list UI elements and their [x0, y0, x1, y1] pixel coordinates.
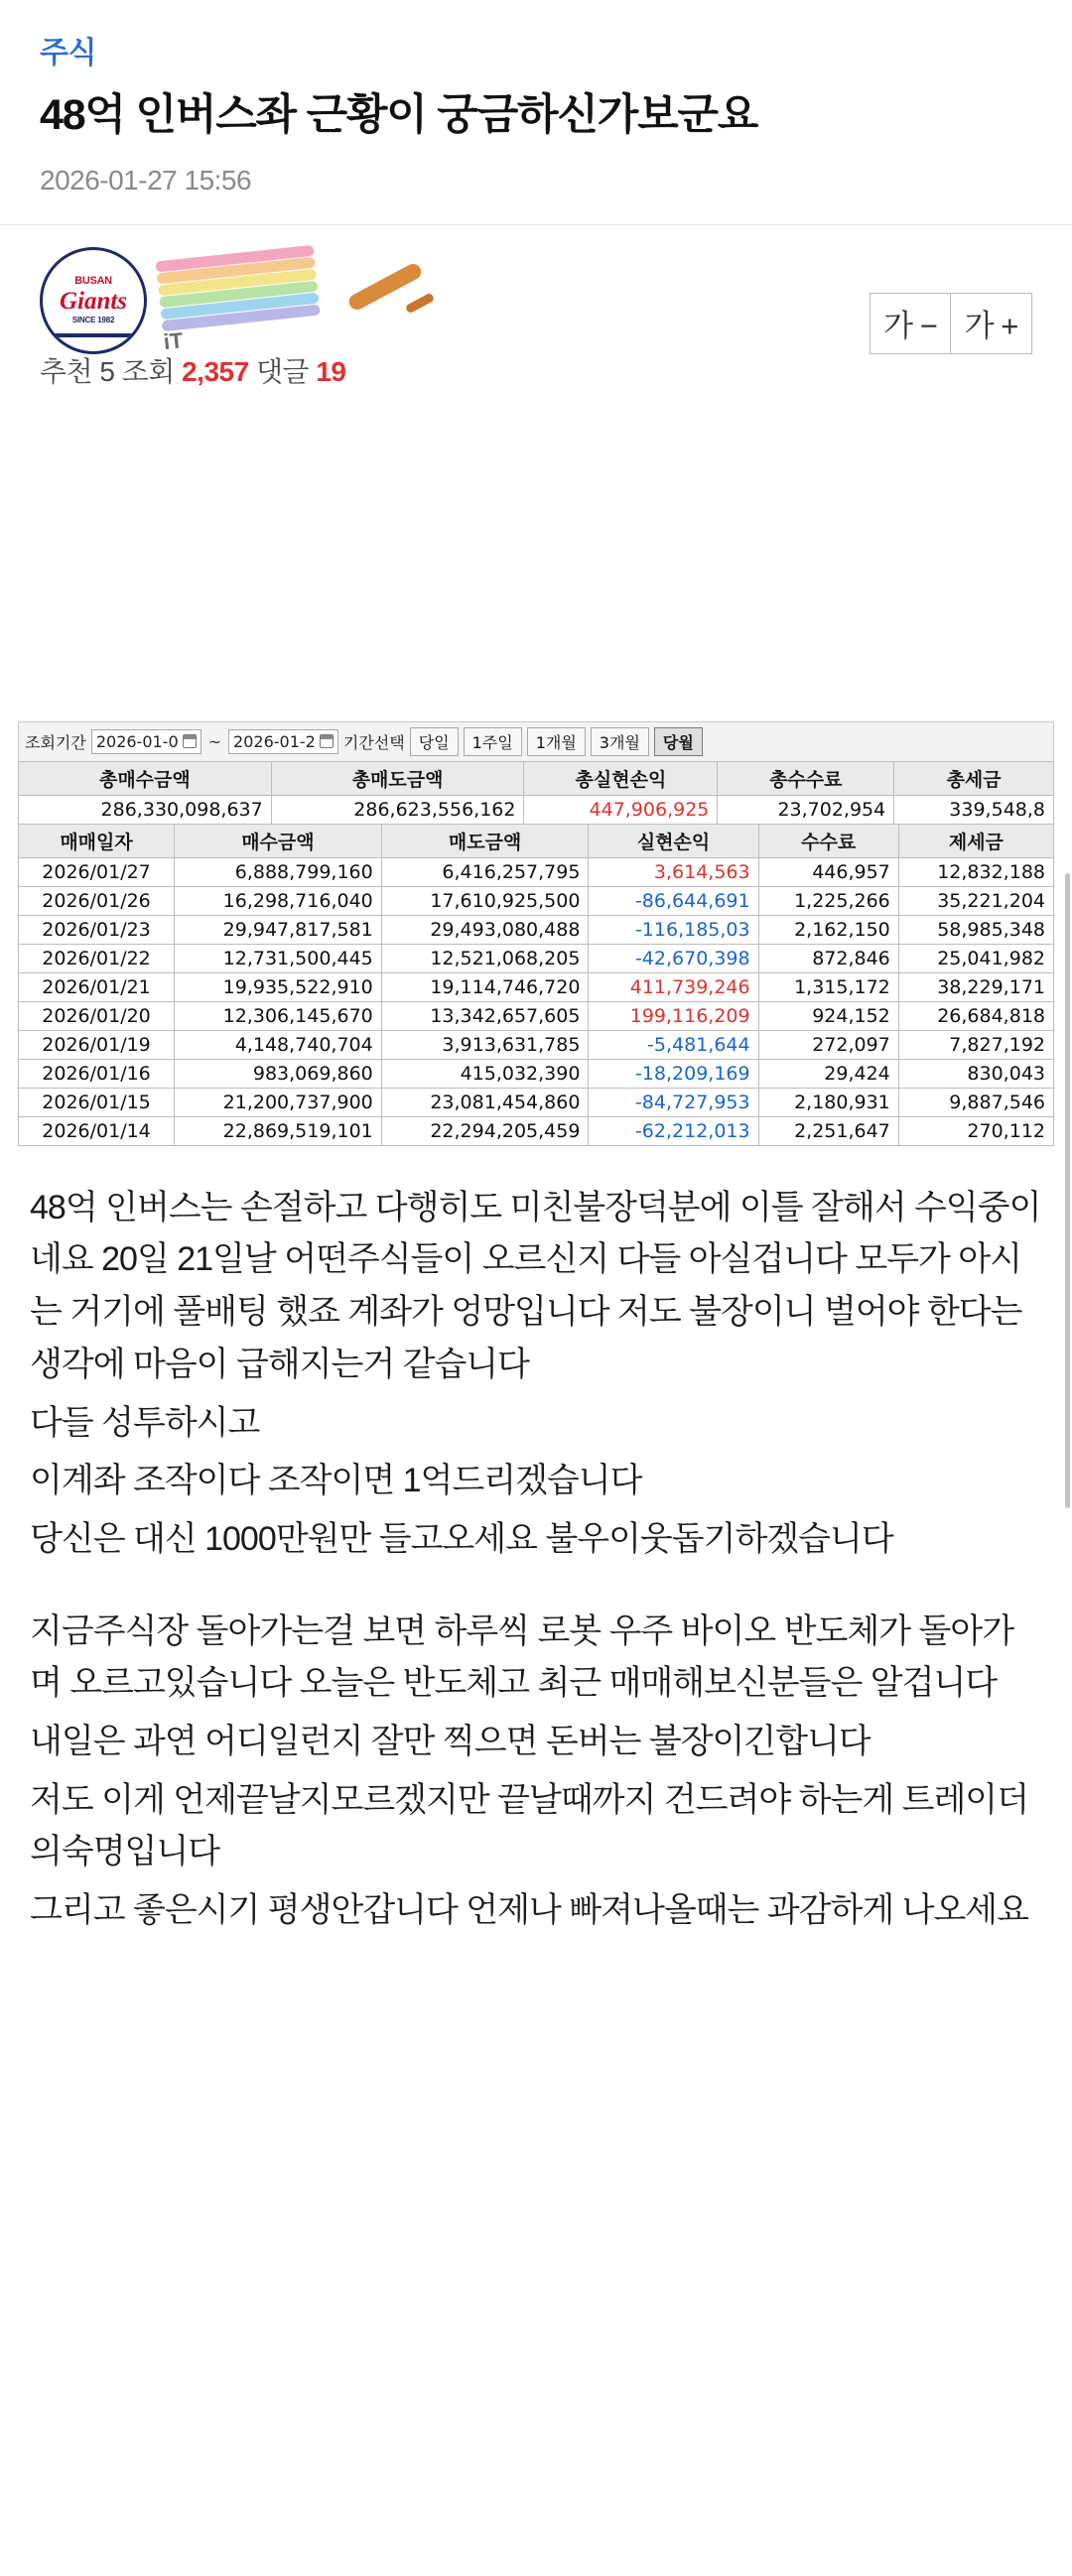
- cell-date: 2026/01/23: [19, 915, 175, 944]
- trading-record-table: [18, 721, 1054, 1146]
- cell-date: 2026/01/19: [19, 1030, 175, 1059]
- cell-tax: 26,684,818: [898, 1001, 1053, 1030]
- cell-pnl: 199,116,209: [589, 1001, 758, 1030]
- chip-1month[interactable]: 1개월: [527, 727, 586, 756]
- col-date: 매매일자: [19, 824, 175, 857]
- cell-date: 2026/01/16: [19, 1059, 175, 1088]
- cell-pnl: -42,670,398: [589, 944, 758, 972]
- rainbow-stripes-image: [155, 245, 321, 354]
- table-row[interactable]: [19, 886, 1054, 915]
- cell-sell: 6,416,257,795: [381, 857, 589, 886]
- chip-current-month[interactable]: 당월: [654, 727, 703, 756]
- cell-tax: 7,827,192: [898, 1030, 1053, 1059]
- summary-total-buy: 286,330,098,637: [19, 795, 272, 824]
- cell-tax: 38,229,171: [898, 972, 1053, 1001]
- page-title: 48억 인버스좌 근황이 궁금하신가보군요: [40, 91, 758, 139]
- summary-total-pnl: 447,906,925: [524, 795, 718, 824]
- table-row[interactable]: [19, 1059, 1054, 1088]
- cell-sell: 19,114,746,720: [381, 972, 589, 1001]
- cell-sell: 12,521,068,205: [381, 944, 589, 972]
- date-to-input[interactable]: [228, 729, 338, 754]
- cell-tax: 58,985,348: [898, 915, 1053, 944]
- col-tax: 제세금: [898, 824, 1053, 857]
- cell-tax: 9,887,546: [898, 1088, 1053, 1116]
- cell-pnl: -86,644,691: [589, 886, 758, 915]
- cell-fee: 1,225,266: [758, 886, 898, 915]
- summary-total-tax: 339,548,8: [894, 795, 1054, 824]
- summary-value-row: [19, 795, 1054, 824]
- daily-header-row: [19, 824, 1054, 857]
- cell-buy: 29,947,817,581: [175, 915, 382, 944]
- table-row[interactable]: [19, 972, 1054, 1001]
- summary-header-total-sell: 총매도금액: [271, 761, 524, 795]
- cell-buy: 6,888,799,160: [175, 857, 382, 886]
- summary-header-row: [19, 761, 1054, 795]
- cell-pnl: -116,185,03: [589, 915, 758, 944]
- daily-table: [18, 824, 1054, 1146]
- table-row[interactable]: [19, 857, 1054, 886]
- post-date: 2026-01-27 15:56: [40, 164, 252, 195]
- baseball-bat-icon: [345, 265, 441, 324]
- cell-pnl: -5,481,644: [589, 1030, 758, 1059]
- date-range-separator: ~: [207, 731, 222, 751]
- cell-buy: 983,069,860: [175, 1059, 382, 1088]
- col-buy-amount: 매수금액: [175, 824, 382, 857]
- cell-fee: 446,957: [758, 857, 898, 886]
- cell-tax: 830,043: [898, 1059, 1053, 1088]
- cell-buy: 4,148,740,704: [175, 1030, 382, 1059]
- cell-buy: 21,200,737,900: [175, 1088, 382, 1116]
- cell-pnl: 411,739,246: [589, 972, 758, 1001]
- cell-fee: 872,846: [758, 944, 898, 972]
- cell-pnl: -84,727,953: [589, 1088, 758, 1116]
- cell-sell: 17,610,925,500: [381, 886, 589, 915]
- body-paragraph-3: 이계좌 조작이다 조작이면 1억드리겠습니다: [30, 1462, 642, 1500]
- comment-label: 댓글: [255, 355, 310, 387]
- date-from-value: 2026-01-0: [95, 731, 179, 751]
- cell-sell: 23,081,454,860: [381, 1088, 589, 1116]
- cell-tax: 270,112: [898, 1116, 1053, 1145]
- team-emblem-wrap: [40, 247, 147, 354]
- body-paragraph-6: 내일은 과연 어디일런지 잘만 찍으면 돈버는 불장이긴합니다: [30, 1722, 871, 1760]
- summary-header-total-tax: 총세금: [894, 761, 1054, 795]
- calendar-icon[interactable]: [320, 734, 334, 748]
- body-paragraph-5: 지금주식장 돌아가는걸 보면 하루씩 로봇 우주 바이오 반도체가 돌아가며 오르고있습니다 오늘은 반도체고 최근 매매해보신분들은 알겁니다: [30, 1611, 1014, 1703]
- cell-pnl: -18,209,169: [589, 1059, 758, 1088]
- table-row[interactable]: [19, 1030, 1054, 1059]
- cell-sell: 29,493,080,488: [381, 915, 589, 944]
- cell-pnl: 3,614,563: [589, 857, 758, 886]
- cell-date: 2026/01/21: [19, 972, 175, 1001]
- body-paragraph-2: 다들 성투하시고: [30, 1403, 260, 1442]
- period-label: 조회기간: [25, 732, 86, 752]
- post-counts: [40, 350, 346, 390]
- stripe-label: iT: [162, 326, 185, 354]
- chip-1week[interactable]: 1주일: [464, 727, 522, 756]
- chip-3month[interactable]: 3개월: [591, 727, 649, 756]
- chip-today[interactable]: 당일: [410, 727, 459, 756]
- summary-total-fee: 23,702,954: [718, 795, 894, 824]
- cell-tax: 12,832,188: [898, 857, 1053, 886]
- table-row[interactable]: [19, 1116, 1054, 1145]
- table-row[interactable]: [19, 1001, 1054, 1030]
- giants-logo-icon: [40, 247, 147, 354]
- cell-pnl: -62,212,013: [589, 1116, 758, 1145]
- cell-tax: 25,041,982: [898, 944, 1053, 972]
- cell-date: 2026/01/26: [19, 886, 175, 915]
- view-count: 2,357: [182, 355, 249, 387]
- category-label[interactable]: 주식: [40, 37, 96, 69]
- cell-date: 2026/01/15: [19, 1088, 175, 1116]
- date-from-input[interactable]: [91, 729, 201, 754]
- filter-bar[interactable]: [18, 721, 1054, 761]
- body-paragraph-7: 저도 이게 언제끝날지모르겠지만 끝날때까지 건드려야 하는게 트레이더의숙명입니다: [30, 1780, 1028, 1871]
- cell-fee: 924,152: [758, 1001, 898, 1030]
- comment-count: 19: [316, 355, 346, 387]
- summary-header-total-buy: 총매수금액: [19, 761, 272, 795]
- cell-sell: 415,032,390: [381, 1059, 589, 1088]
- cell-date: 2026/01/14: [19, 1116, 175, 1145]
- emblem-bottom-text: SINCE 1982: [71, 316, 115, 325]
- period-select-label: 기간선택: [342, 732, 405, 752]
- body-paragraph-4: 당신은 대신 1000만원만 들고오세요 불우이웃돕기하겠습니다: [30, 1519, 893, 1558]
- emblem-top-text: BUSAN: [74, 275, 112, 288]
- cell-buy: 19,935,522,910: [175, 972, 382, 1001]
- font-increase-button[interactable]: 가 +: [951, 293, 1032, 354]
- summary-header-total-fee: 총수수료: [718, 761, 894, 795]
- body-paragraph-1: 48억 인버스는 손절하고 다행히도 미친불장덕분에 이틀 잘해서 수익중이네요 20일 21일날 어떤주식들이 오르신지 다들 아실겁니다 모두가 아시는 거기에 풀배팅 했죠 계좌가 엉망입니다 저도 불장이니 벌어야 한다는 생각에 마음이 급해지는거 같습니다: [30, 1188, 1041, 1383]
- table-row[interactable]: [19, 915, 1054, 944]
- cell-date: 2026/01/27: [19, 857, 175, 886]
- cell-sell: 22,294,205,459: [381, 1116, 589, 1145]
- cell-fee: 29,424: [758, 1059, 898, 1088]
- font-decrease-button[interactable]: 가 −: [870, 293, 951, 354]
- cell-fee: 2,251,647: [758, 1116, 898, 1145]
- cell-fee: 272,097: [758, 1030, 898, 1059]
- date-to-value: 2026-01-2: [233, 731, 316, 751]
- cell-date: 2026/01/22: [19, 944, 175, 972]
- cell-buy: 22,869,519,101: [175, 1116, 382, 1145]
- emblem-bar: [43, 333, 144, 337]
- col-fee: 수수료: [758, 824, 898, 857]
- cell-fee: 2,162,150: [758, 915, 898, 944]
- cell-fee: 2,180,931: [758, 1088, 898, 1116]
- summary-total-sell: 286,623,556,162: [271, 795, 524, 824]
- post-meta-row: [0, 225, 1072, 394]
- col-sell-amount: 매도금액: [381, 824, 589, 857]
- table-row[interactable]: [19, 944, 1054, 972]
- post-header: [0, 0, 1072, 196]
- font-size-controls[interactable]: [870, 293, 1032, 354]
- summary-header-total-pnl: 총실현손익: [524, 761, 718, 795]
- table-row[interactable]: [19, 1088, 1054, 1116]
- cell-buy: 12,306,145,670: [175, 1001, 382, 1030]
- calendar-icon[interactable]: [183, 734, 197, 748]
- cell-sell: 3,913,631,785: [381, 1030, 589, 1059]
- scrollbar[interactable]: [1065, 873, 1070, 1508]
- summary-table: [18, 761, 1054, 825]
- cell-fee: 1,315,172: [758, 972, 898, 1001]
- body-paragraph-8: 그리고 좋은시기 평생안갑니다 언제나 빠져나올때는 과감하게 나오세요: [30, 1891, 1028, 1929]
- cell-date: 2026/01/20: [19, 1001, 175, 1030]
- cell-buy: 12,731,500,445: [175, 944, 382, 972]
- cell-tax: 35,221,204: [898, 886, 1053, 915]
- recommend-views-label: 추천 5 조회: [40, 355, 175, 387]
- col-realized-pnl: 실현손익: [589, 824, 758, 857]
- emblem-main-text: Giants: [59, 288, 128, 316]
- cell-buy: 16,298,716,040: [175, 886, 382, 915]
- post-body: [0, 1146, 1072, 1983]
- cell-sell: 13,342,657,605: [381, 1001, 589, 1030]
